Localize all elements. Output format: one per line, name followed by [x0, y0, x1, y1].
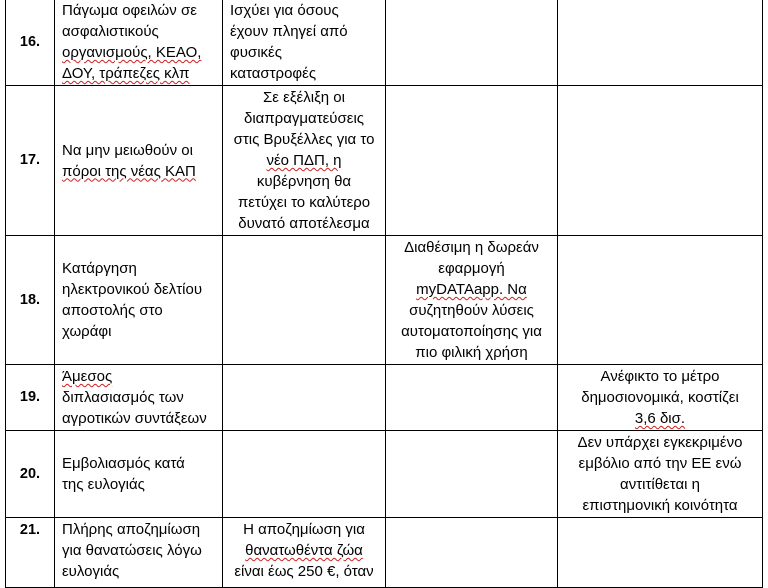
cell-line [230, 150, 378, 171]
cell-line: Κατάργηση [62, 260, 137, 277]
demand-cell [55, 365, 223, 431]
demand-cell [55, 86, 223, 236]
cell-line: αγροτικών συντάξεων [62, 410, 207, 427]
cell-line [62, 42, 215, 63]
cell-line-text: ΔΟΥ, τράπεζες κλπ [62, 65, 190, 82]
empty-cell [386, 0, 558, 86]
cell-line: Εμβολιασμός κατά [62, 455, 185, 472]
cell-line: Δεν υπάρχει εγκεκριμένο [577, 434, 743, 451]
cell-line: διαπραγματεύσεις [243, 110, 365, 127]
empty-cell [558, 518, 763, 588]
demand-cell [55, 431, 223, 518]
row-number: 20. [6, 431, 55, 518]
cell-line-text: νέο ΠΔΠ, η [266, 152, 342, 169]
cell-line: ασφαλιστικούς [62, 23, 159, 40]
cell-line-text: θανατωθέντα ζώα [245, 542, 363, 559]
cell-line: είναι έως 250 €, όταν [234, 563, 374, 580]
demand-cell [55, 0, 223, 86]
empty-cell [558, 86, 763, 236]
cell-line-text: πόροι της νέας ΚΑΠ [62, 162, 196, 180]
cell-line: Διαθέσιμη η δωρεάν [404, 239, 539, 256]
cell-line: για θανατώσεις λόγω [62, 542, 202, 559]
cell-line: επιστημονική κοινότητα [582, 497, 738, 514]
cell-line: ευλογιάς [62, 563, 120, 580]
row-number: 19. [6, 365, 55, 431]
cell-line-text: myDATAapp. Να [416, 281, 527, 298]
row-number: 18. [6, 236, 55, 365]
response-cell [223, 86, 386, 236]
empty-cell [386, 86, 558, 236]
cell-line: εφαρμογή [438, 260, 505, 277]
response-cell [558, 431, 763, 518]
empty-cell [386, 431, 558, 518]
empty-cell [223, 365, 386, 431]
cell-line: στις Βρυξέλλες για το [233, 131, 375, 148]
cell-line [62, 63, 215, 84]
cell-line: Ανέφικτο το μέτρο [600, 368, 720, 385]
cell-line: πετύχει το καλύτερο [237, 194, 371, 211]
cell-line: συζητηθούν λύσεις [409, 302, 534, 319]
cell-line: αυτοματοποίησης για [401, 323, 542, 340]
cell-line: Πλήρης αποζημίωση [62, 521, 201, 538]
response-cell [223, 0, 386, 86]
row-number: 17. [6, 86, 55, 236]
cell-line-text: Άμεσος [62, 368, 113, 385]
empty-cell [223, 431, 386, 518]
cell-line: Η αποζημίωση για [243, 521, 365, 538]
table-row-19 [6, 365, 763, 431]
cell-line: πιο φιλική χρήση [415, 344, 528, 361]
cell-line: χωράφι [62, 323, 112, 340]
cell-line: της ευλογιάς [62, 476, 145, 493]
cell-line: καταστροφές [230, 65, 317, 82]
cell-line: ηλεκτρονικού δελτίου [62, 281, 203, 298]
table-row-21 [6, 518, 763, 588]
empty-cell [223, 236, 386, 365]
row-number: 21. [6, 518, 55, 588]
cell-line: εμβόλιο από την ΕΕ ενώ [578, 455, 742, 472]
cell-line: δυνατό αποτέλεσμα [238, 215, 370, 232]
row-number: 16. [6, 0, 55, 86]
measures-table [5, 0, 763, 588]
cell-line-text: 3,6 δισ. [634, 410, 686, 427]
cell-line: έχουν πληγεί από [230, 23, 348, 40]
cell-line: Πάγωμα οφειλών σε [62, 2, 197, 19]
cell-line: αποστολής στο [62, 302, 163, 319]
table-row-16 [6, 0, 763, 86]
cell-line: αντιτίθεται η [620, 476, 700, 493]
cell-line [62, 366, 215, 387]
table-row-20 [6, 431, 763, 518]
cell-line [565, 408, 755, 429]
cell-line [62, 161, 215, 182]
cell-line: φυσικές [230, 44, 282, 61]
cell-line-text: οργανισμούς, ΚΕΑΟ, [62, 44, 202, 61]
empty-cell [558, 236, 763, 365]
cell-line: Σε εξέλιξη οι [263, 89, 345, 106]
cell-line [230, 540, 378, 561]
demand-cell [55, 236, 223, 365]
response-cell [386, 236, 558, 365]
cell-line: κυβέρνηση θα [256, 173, 352, 190]
response-cell [223, 518, 386, 588]
demand-cell [55, 518, 223, 588]
cell-line: Ισχύει για όσους [230, 2, 339, 19]
empty-cell [558, 0, 763, 86]
empty-cell [386, 365, 558, 431]
response-cell [558, 365, 763, 431]
empty-cell [386, 518, 558, 588]
table-row-18 [6, 236, 763, 365]
cell-line: δημοσιονομικά, κοστίζει [581, 389, 739, 406]
cell-line: διπλασιασμός των [62, 389, 184, 406]
cell-line: Να μην μειωθούν οι [62, 141, 193, 159]
cell-line [393, 279, 550, 300]
table-row-17 [6, 86, 763, 236]
